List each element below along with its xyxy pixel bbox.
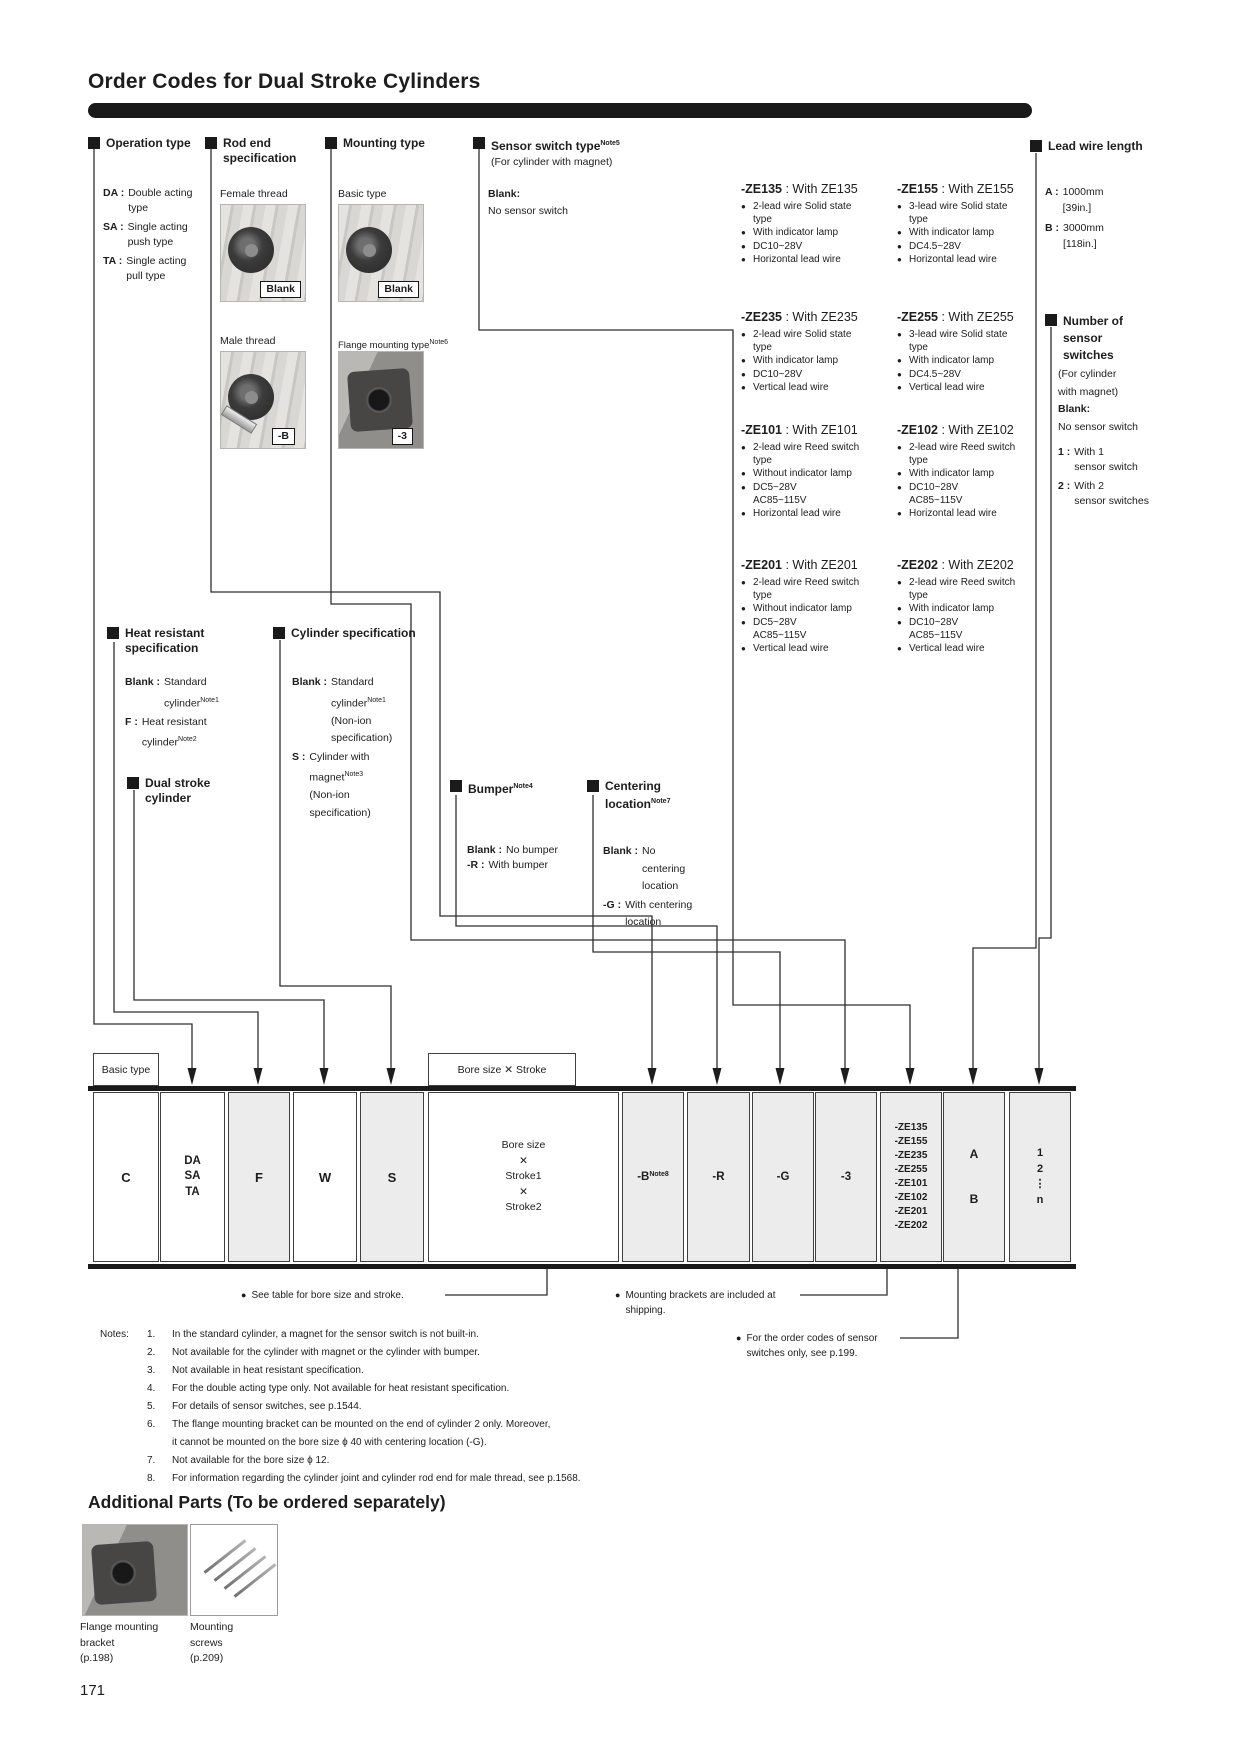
section-marker-icon: [1030, 140, 1042, 152]
title-rule: [88, 103, 1032, 118]
entry-code: -ZE135: [741, 182, 782, 196]
bullet-icon: ●: [897, 228, 902, 238]
bullet-icon: ●: [741, 578, 746, 587]
cylinder-spec-items: [292, 674, 392, 823]
item-key: Blank :: [292, 676, 328, 688]
section-subtitle: (For cylinder with magnet): [491, 156, 613, 168]
entry-feature: AC85~115V: [909, 629, 963, 641]
section-title: Cylinder specification: [291, 626, 416, 640]
item-key: TA :: [103, 255, 123, 267]
item-key: -G :: [603, 898, 622, 911]
section-title: Centering location$^{Note7}$: [605, 779, 671, 811]
male-thread-label: Male thread: [220, 335, 276, 347]
section-marker-icon: [587, 780, 599, 792]
item-key: B :: [1045, 222, 1059, 234]
entry-feature: Without indicator lamp: [753, 468, 852, 480]
section-title: Rod end specification: [223, 136, 297, 165]
entry-code: -ZE202: [897, 558, 938, 572]
section-title: Dual stroke cylinder: [145, 776, 211, 805]
item-key: Blank :: [125, 676, 161, 688]
bullet-icon: ●: [741, 241, 746, 251]
item-text: With 1: [1074, 446, 1105, 458]
item-text: [39in.]: [1062, 202, 1092, 214]
code-cell-basic: C: [93, 1092, 159, 1262]
female-thread-label: Female thread: [220, 188, 288, 200]
table-bottom-rule: [88, 1264, 1076, 1269]
item-text: sensor switch: [1074, 461, 1138, 473]
entry-feature: DC10~28V: [909, 481, 959, 493]
section-title: Sensor switch type$^{Note5}$ (For cylinder with magnet): [491, 139, 620, 168]
entry-feature: 2-lead wire Reed switch type: [909, 442, 1016, 467]
item-text: Single acting: [126, 255, 187, 267]
note-row: 8. For information regarding the cylinder joint and cylinder rod end for male thread, see p.1568.: [147, 1473, 581, 1484]
notes-label: Notes:: [100, 1329, 129, 1340]
section-marker-icon: [205, 137, 217, 149]
item-text: sensor switches: [1074, 495, 1149, 507]
entry-feature: With indicator lamp: [753, 355, 839, 367]
section-heat-resistant: [107, 626, 204, 656]
item-text: specification): [309, 806, 371, 819]
item-text: pull type: [126, 270, 166, 282]
blank-text: No sensor switch: [1058, 420, 1138, 433]
section-title: Heat resistant specification: [125, 626, 205, 655]
entry-code: -ZE101: [741, 423, 782, 437]
sensor-entry-ze202: [897, 557, 1025, 655]
note-row: 3. Not available in heat resistant specification.: [147, 1365, 364, 1376]
bullet-icon: ●: [736, 1333, 742, 1343]
callout-see-table: ● See table for bore size and stroke.: [241, 1290, 404, 1301]
item-text: [118in.]: [1063, 238, 1097, 250]
table-top-rule: [88, 1086, 1076, 1091]
item-text: Double acting: [128, 187, 193, 199]
entry-feature: With indicator lamp: [909, 227, 995, 239]
item-key: -R :: [467, 859, 485, 871]
bullet-icon: ●: [897, 604, 902, 614]
entry-feature: With indicator lamp: [909, 468, 995, 480]
entry-feature: 3-lead wire Solid state type: [909, 329, 1008, 354]
section-operation-type: [88, 136, 191, 151]
bullet-icon: ●: [897, 356, 902, 366]
centering-items: [603, 843, 692, 936]
sensor-entry-ze102: [897, 422, 1025, 520]
entry-feature: Horizontal lead wire: [753, 253, 841, 265]
entry-desc: : With ZE101: [782, 423, 858, 437]
female-thread-photo: [220, 204, 306, 302]
entry-desc: : With ZE135: [782, 182, 858, 196]
entry-feature: With indicator lamp: [753, 227, 839, 239]
notes-list: [147, 1326, 787, 1488]
mounting-screws-caption: Mounting screws (p.209): [190, 1621, 234, 1664]
section-title: Operation type: [106, 136, 191, 150]
code-cell-bumper: -R: [687, 1092, 750, 1262]
code-cell-num-switches: 1 2 ⋮ n: [1009, 1092, 1071, 1262]
sensor-entry-ze155: [897, 181, 1025, 266]
entry-code: -ZE235: [741, 310, 782, 324]
bumper-items: [467, 843, 558, 877]
note-row: 2. Not available for the cylinder with magnet or the cylinder with bumper.: [147, 1347, 480, 1358]
entry-feature: 3-lead wire Solid state type: [909, 201, 1008, 226]
bullet-icon: ●: [741, 202, 746, 211]
section-mounting-type: [325, 136, 425, 151]
code-cell-lead-wire: A B: [943, 1092, 1005, 1262]
blank-key: Blank:: [1058, 403, 1091, 415]
section-marker-icon: [325, 137, 337, 149]
item-text: With bumper: [488, 859, 549, 871]
bullet-icon: ●: [897, 509, 902, 519]
note-row: 1. In the standard cylinder, a magnet for the sensor switch is not built-in.: [147, 1329, 479, 1340]
section-title: Mounting type: [343, 136, 425, 150]
bullet-icon: ●: [897, 369, 902, 379]
sensor-entry-ze101: [741, 422, 869, 520]
item-text: Heat resistant: [141, 715, 207, 728]
item-key: SA :: [103, 221, 124, 233]
entry-feature: Horizontal lead wire: [753, 508, 841, 520]
entry-feature: Without indicator lamp: [753, 603, 852, 615]
page-title: Order Codes for Dual Stroke Cylinders: [88, 70, 481, 93]
item-key: S :: [292, 750, 306, 763]
section-bumper: [450, 779, 533, 797]
item-text: push type: [127, 236, 174, 248]
bullet-icon: ●: [615, 1290, 621, 1300]
code-cell-rod-end: -B $^{Note8}$: [622, 1092, 684, 1262]
section-marker-icon: [1045, 314, 1057, 326]
item-text: type: [128, 202, 149, 214]
blank-text: No sensor switch: [488, 205, 568, 217]
basic-type-label: Basic type: [338, 188, 387, 200]
item-key: F :: [125, 715, 138, 728]
sensor-entry-ze201: [741, 557, 869, 655]
item-text: 3000mm: [1063, 222, 1104, 234]
flange-bracket-caption: Flange mounting bracket (p.198): [80, 1621, 159, 1664]
item-text: specification): [331, 732, 393, 744]
item-text: Cylinder with: [309, 750, 370, 763]
entry-feature: 2-lead wire Solid state type: [753, 329, 852, 354]
bullet-icon: ●: [741, 604, 746, 614]
entry-desc: : With ZE235: [782, 310, 858, 324]
male-thread-photo: [220, 351, 306, 449]
note-row: 4. For the double acting type only. Not available for heat resistant specification.: [147, 1383, 510, 1394]
entry-code: -ZE255: [897, 310, 938, 324]
bullet-icon: ●: [741, 617, 746, 627]
section-cylinder-spec: [273, 626, 416, 641]
item-text: (Non-ion: [331, 714, 372, 727]
callout-mounting-brackets: ● Mounting brackets are included at shipping.: [615, 1290, 776, 1316]
bullet-icon: ●: [741, 330, 746, 339]
entry-desc: : With ZE202: [938, 558, 1014, 572]
item-text: No bumper: [506, 844, 558, 856]
code-cell-cyl-spec: S: [360, 1092, 424, 1262]
entry-desc: : With ZE155: [938, 182, 1014, 196]
section-num-switches: [1045, 313, 1123, 364]
item-key: DA :: [103, 187, 125, 199]
bullet-icon: ●: [741, 443, 746, 452]
bullet-icon: ●: [741, 644, 746, 654]
entry-feature: 2-lead wire Reed switch type: [753, 577, 860, 602]
entry-feature: 2-lead wire Solid state type: [753, 201, 852, 226]
sensor-blank-option: [488, 186, 568, 220]
code-cell-sensor-switch: -ZE135 -ZE155 -ZE235 -ZE255 -ZE101 -ZE102 -ZE201 -ZE202: [880, 1092, 942, 1262]
heat-items: [125, 674, 219, 753]
item-text: location: [625, 916, 662, 928]
additional-parts-title: Additional Parts (To be ordered separately): [88, 1492, 446, 1512]
section-title: Bumper$^{Note4}$: [468, 782, 533, 796]
item-text: (Non-ion: [309, 789, 350, 801]
entry-feature: AC85~115V: [909, 494, 963, 506]
entry-feature: DC4.5~28V: [909, 240, 961, 252]
bore-stroke-box: Bore size ✕ Stroke: [428, 1053, 576, 1086]
operation-items: [103, 186, 192, 288]
threaded-rod: [221, 405, 257, 433]
item-text: No: [642, 845, 656, 857]
item-text: Standard: [164, 676, 207, 688]
code-badge: Blank: [378, 281, 419, 298]
item-key: Blank :: [603, 845, 639, 857]
section-marker-icon: [127, 777, 139, 789]
entry-feature: DC10~28V: [909, 616, 959, 628]
sensor-entry-ze235: [741, 309, 869, 394]
bullet-icon: ●: [741, 254, 746, 264]
entry-feature: DC10~28V: [753, 368, 803, 380]
bullet-icon: ●: [741, 369, 746, 379]
page-number: 171: [80, 1682, 106, 1699]
entry-feature: Vertical lead wire: [909, 643, 985, 655]
sensor-entry-ze135: [741, 181, 869, 266]
section-title: Lead wire length: [1048, 139, 1143, 153]
bullet-icon: ●: [741, 482, 746, 492]
subtitle-line: (For cylinder: [1058, 368, 1117, 380]
code-cell-centering: -G: [752, 1092, 814, 1262]
entry-feature: AC85~115V: [753, 494, 807, 506]
section-lead-wire: [1030, 139, 1143, 154]
section-rod-end: [205, 136, 296, 166]
note-row: 6. The flange mounting bracket can be mounted on the end of cylinder 2 only. Moreover,: [147, 1419, 551, 1430]
section-marker-icon: [473, 137, 485, 149]
note-row: 7. Not available for the bore size ϕ 12.: [147, 1455, 330, 1466]
flange-mounting-label: Flange mounting type$^{Note6}$: [338, 339, 449, 352]
entry-feature: AC85~115V: [753, 629, 807, 641]
entry-feature: 2-lead wire Reed switch type: [909, 577, 1016, 602]
section-title: Number of sensor switches: [1063, 314, 1123, 362]
sensor-entry-ze255: [897, 309, 1025, 394]
code-cell-bore-stroke: Bore size ✕ Stroke1 ✕ Stroke2: [428, 1092, 619, 1262]
entry-code: -ZE155: [897, 182, 938, 196]
lead-wire-items: [1045, 184, 1104, 256]
entry-code: -ZE201: [741, 558, 782, 572]
item-text: Single acting: [127, 221, 188, 233]
bullet-icon: ●: [897, 617, 902, 627]
bullet-icon: ●: [897, 443, 902, 452]
bullet-icon: ●: [741, 469, 746, 479]
subtitle-line: with magnet): [1058, 385, 1119, 398]
bullet-icon: ●: [897, 330, 902, 339]
entry-feature: Vertical lead wire: [909, 381, 985, 393]
code-cell-dual-stroke: W: [293, 1092, 357, 1262]
basic-type-box: Basic type: [93, 1053, 159, 1086]
num-switches-items: [1058, 445, 1149, 513]
entry-desc: : With ZE255: [938, 310, 1014, 324]
bullet-icon: ●: [897, 202, 902, 211]
entry-desc: : With ZE102: [938, 423, 1014, 437]
bullet-icon: ●: [897, 382, 902, 392]
entry-code: -ZE102: [897, 423, 938, 437]
item-key: 1 :: [1058, 446, 1071, 458]
bullet-icon: ●: [741, 509, 746, 519]
note-row: it cannot be mounted on the bore size ϕ 40 with centering location (-G).: [172, 1437, 487, 1448]
item-text: With centering: [625, 898, 693, 911]
mounting-screws-photo: [190, 1524, 278, 1616]
basic-type-photo: [338, 204, 424, 302]
item-text: Standard: [331, 676, 374, 688]
num-switches-body: [1058, 366, 1138, 436]
code-cell-mounting: -3: [815, 1092, 877, 1262]
entry-feature: Horizontal lead wire: [909, 508, 997, 520]
bullet-icon: ●: [897, 578, 902, 587]
callout-order-codes: ● For the order codes of sensor switches only, see p.199.: [736, 1333, 878, 1359]
code-cell-operation: DA SA TA: [160, 1092, 225, 1262]
entry-feature: DC5~28V: [753, 616, 797, 628]
bullet-icon: ●: [897, 254, 902, 264]
bullet-icon: ●: [897, 482, 902, 492]
entry-feature: DC10~28V: [753, 240, 803, 252]
section-marker-icon: [273, 627, 285, 639]
section-dual-stroke: [127, 776, 210, 806]
flange-bracket-photo: [82, 1524, 188, 1616]
item-text: location: [642, 880, 679, 892]
entry-feature: Vertical lead wire: [753, 643, 829, 655]
item-text: cylinder$^{Note1}$: [164, 696, 219, 709]
code-badge: Blank: [260, 281, 301, 298]
item-key: A :: [1045, 186, 1059, 198]
entry-feature: Vertical lead wire: [753, 381, 829, 393]
entry-feature: DC4.5~28V: [909, 368, 961, 380]
section-marker-icon: [450, 780, 462, 792]
item-key: Blank :: [467, 844, 503, 856]
bullet-icon: ●: [897, 241, 902, 251]
code-cell-heat: F: [228, 1092, 290, 1262]
bullet-icon: ●: [897, 469, 902, 479]
item-text: 1000mm: [1062, 186, 1104, 198]
bullet-icon: ●: [741, 228, 746, 238]
section-centering: [587, 779, 670, 812]
item-text: cylinder$^{Note1}$: [331, 696, 386, 709]
entry-feature: Horizontal lead wire: [909, 253, 997, 265]
flange-mounting-photo: [338, 351, 424, 449]
item-text: cylinder$^{Note2}$: [141, 736, 197, 749]
entry-feature: With indicator lamp: [909, 603, 995, 615]
entry-feature: 2-lead wire Reed switch type: [753, 442, 860, 467]
item-text: magnet$^{Note3}$: [309, 771, 364, 784]
blank-key: Blank:: [488, 188, 521, 200]
bullet-icon: ●: [241, 1290, 247, 1300]
code-badge: -B: [272, 428, 295, 445]
bullet-icon: ●: [897, 644, 902, 654]
section-marker-icon: [107, 627, 119, 639]
code-badge: -3: [392, 428, 413, 445]
entry-feature: DC5~28V: [753, 481, 797, 493]
section-marker-icon: [88, 137, 100, 149]
item-text: With 2: [1074, 480, 1105, 492]
entry-desc: : With ZE201: [782, 558, 858, 572]
entry-feature: With indicator lamp: [909, 355, 995, 367]
bullet-icon: ●: [741, 382, 746, 392]
note-row: 5. For details of sensor switches, see p.1544.: [147, 1401, 362, 1412]
item-text: centering: [642, 862, 686, 875]
bullet-icon: ●: [741, 356, 746, 366]
item-key: 2 :: [1058, 480, 1071, 492]
section-sensor-switch: [473, 136, 620, 170]
